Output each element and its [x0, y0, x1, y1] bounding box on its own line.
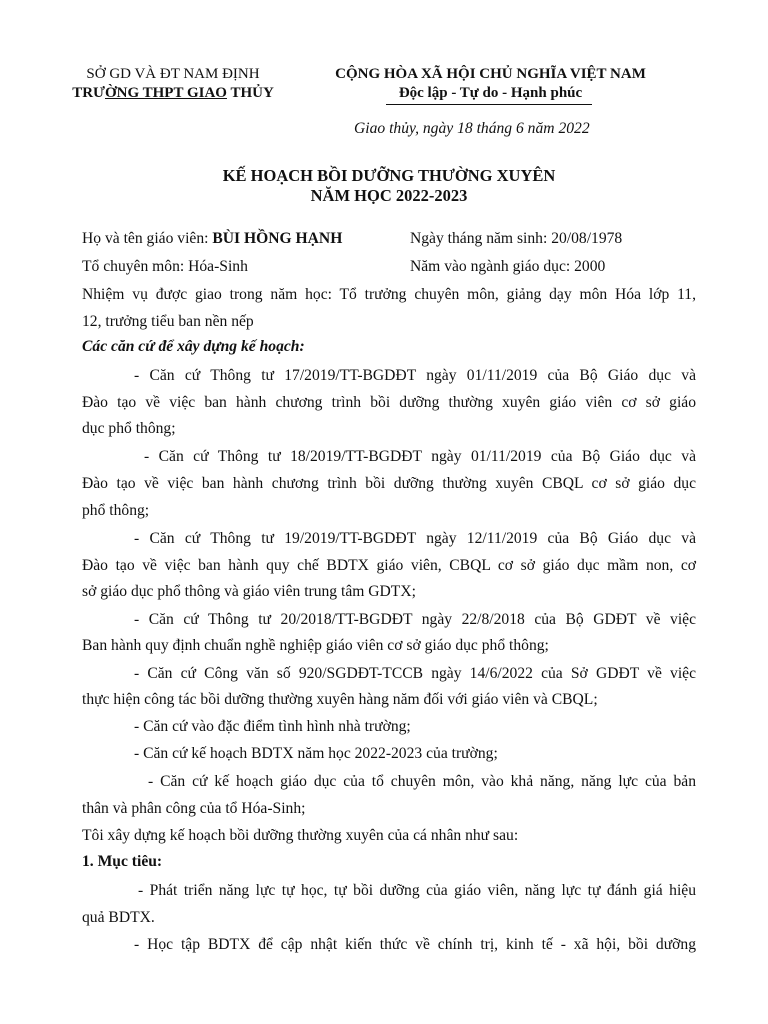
birth-date: Ngày tháng năm sinh: 20/08/1978 [410, 230, 623, 247]
goal-2-line-1: - Học tập BDTX để cập nhật kiến thức về chính trị, kinh tế - xã hội, bồi dưỡng [134, 936, 696, 953]
department-name: SỞ GD VÀ ĐT NAM ĐỊNH [86, 66, 260, 82]
basis-7: - Căn cứ kế hoạch BDTX năm học 2022-2023 của trường; [134, 745, 498, 762]
basis-8-line-2: thân và phân công của tổ Hóa-Sinh; [82, 800, 306, 817]
bases-heading: Các căn cứ để xây dựng kế hoạch: [82, 338, 305, 355]
basis-6: - Căn cứ vào đặc điểm tình hình nhà trường; [134, 718, 411, 735]
basis-3-line-2: Đào tạo về việc ban hành quy chế BDTX giáo viên, CBQL cơ sở giáo dục mầm non, cơ [82, 557, 696, 574]
basis-3-line-3: sở giáo dục phổ thông và giáo viên trung tâm GDTX; [82, 583, 416, 600]
goal-1-line-1: - Phát triển năng lực tự học, tự bồi dưỡng của giáo viên, năng lực tự đánh giá hiệu [138, 882, 696, 899]
basis-5-line-2: thực hiện công tác bồi dưỡng thường xuyên hàng năm đối với giáo viên và CBQL; [82, 691, 598, 708]
national-motto: Độc lập - Tự do - Hạnh phúc [398, 85, 583, 101]
duty-line-2: 12, trưởng tiểu ban nền nếp [82, 313, 254, 330]
teacher-name: BÙI HỒNG HẠNH [212, 230, 343, 247]
basis-8-line-1: - Căn cứ kế hoạch giáo dục của tổ chuyên môn, vào khả năng, năng lực của bản [148, 773, 696, 790]
basis-4-line-2: Ban hành quy định chuẩn nghề nghiệp giáo viên cơ sở giáo dục phổ thông; [82, 637, 549, 654]
basis-5-line-1: - Căn cứ Công văn số 920/SGDĐT-TCCB ngày 14/6/2022 của Sở GDĐT về việc [134, 665, 696, 682]
goal-1-line-2: quả BDTX. [82, 909, 155, 926]
section-1-heading: 1. Mục tiêu: [82, 853, 163, 870]
start-year: Năm vào ngành giáo dục: 2000 [410, 258, 606, 275]
subject-group: Tổ chuyên môn: Hóa-Sinh [82, 258, 248, 275]
document-title: KẾ HOẠCH BỒI DƯỠNG THƯỜNG XUYÊN [222, 166, 556, 185]
duty-line-1: Nhiệm vụ được giao trong năm học: Tổ trưởng chuyên môn, giảng dạy môn Hóa lớp 11, [82, 286, 696, 303]
teacher-name-line: Họ và tên giáo viên: BÙI HỒNG HẠNH [82, 230, 343, 247]
motto-underline [386, 104, 592, 105]
basis-4-line-1: - Căn cứ Thông tư 20/2018/TT-BGDĐT ngày 22/8/2018 của Bộ GDĐT về việc [134, 611, 696, 628]
document-date: Giao thủy, ngày 18 tháng 6 năm 2022 [354, 120, 590, 137]
basis-3-line-1: - Căn cứ Thông tư 19/2019/TT-BGDĐT ngày 12/11/2019 của Bộ Giáo dục và [134, 530, 696, 547]
basis-2-line-3: phổ thông; [82, 502, 150, 519]
bases-closing: Tôi xây dựng kế hoạch bồi dưỡng thường xuyên của cá nhân như sau: [82, 827, 519, 844]
document-subtitle: NĂM HỌC 2022-2023 [310, 186, 468, 205]
basis-1-line-2: Đào tạo về việc ban hành chương trình bồi dưỡng thường xuyên giáo viên cơ sở giáo [82, 394, 696, 411]
country-name: CỘNG HÒA XÃ HỘI CHỦ NGHĨA VIỆT NAM [335, 66, 646, 82]
basis-2-line-1: - Căn cứ Thông tư 18/2019/TT-BGDĐT ngày 01/11/2019 của Bộ Giáo dục và [144, 448, 696, 465]
school-name: TRƯỜNG THPT GIAO THỦY [72, 85, 274, 101]
basis-1-line-3: dục phổ thông; [82, 420, 176, 437]
basis-1-line-1: - Căn cứ Thông tư 17/2019/TT-BGDĐT ngày 01/11/2019 của Bộ Giáo dục và [134, 367, 696, 384]
basis-2-line-2: Đào tạo về việc ban hành chương trình bồi dưỡng thường xuyên CBQL cơ sở giáo dục [82, 475, 696, 492]
